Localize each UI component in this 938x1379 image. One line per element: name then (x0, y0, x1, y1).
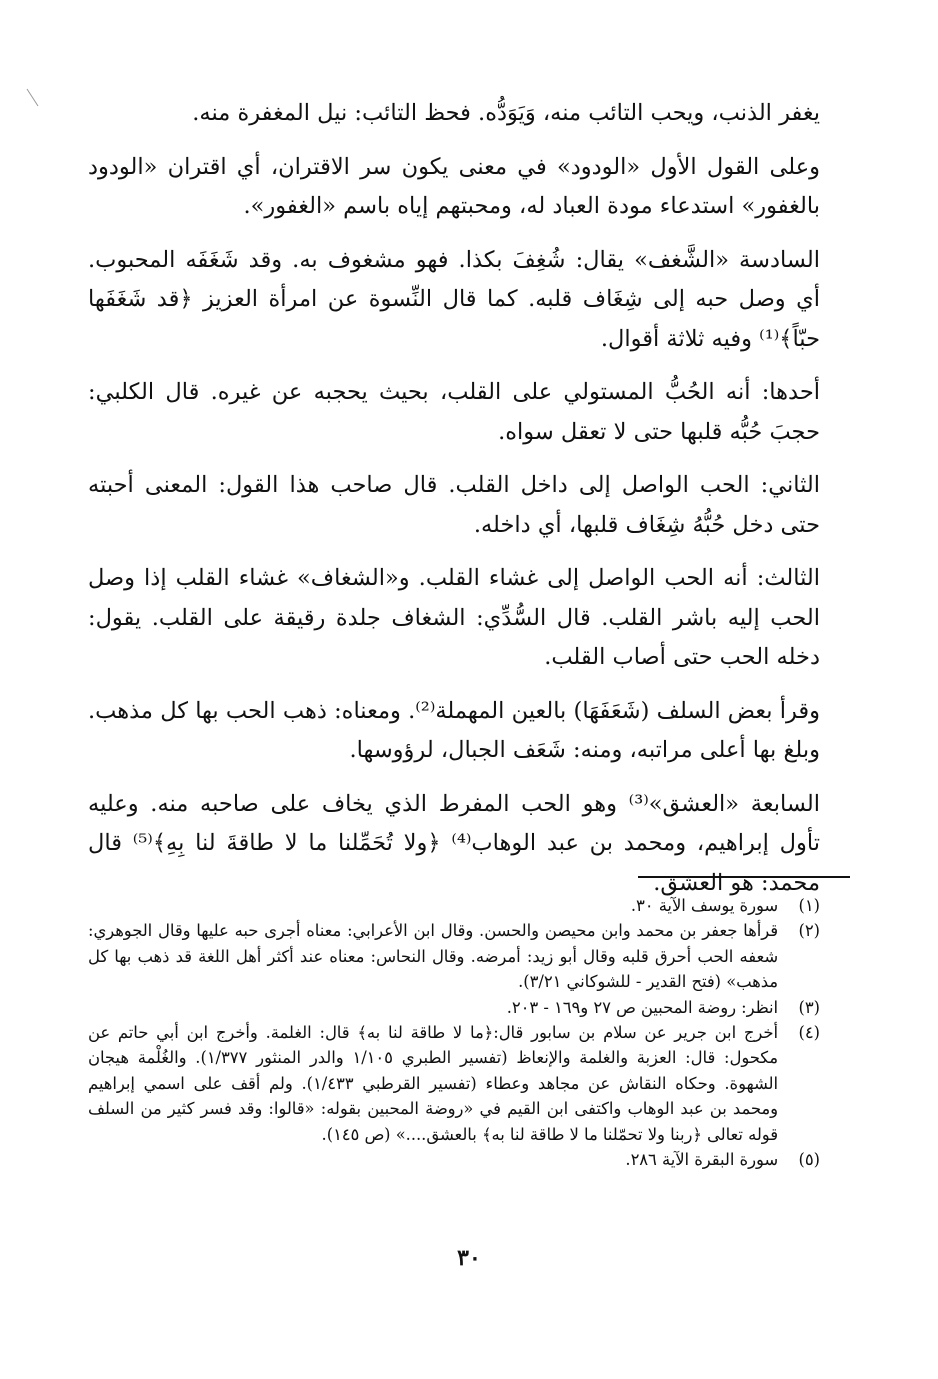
footnote-number: (٥) (798, 1150, 820, 1170)
footnote-number: (١) (798, 896, 820, 915)
footnote-text: سورة يوسف الآية ٣٠. (630, 896, 778, 915)
footnote-number: (٢) (798, 921, 820, 941)
footnote-text: سورة البقرة الآية ٢٨٦. (625, 1150, 778, 1170)
paragraph: يغفر الذنب، ويحب التائب منه، وَيَوَدُّه. فحظ التائب: نيل المغفرة منه. (192, 100, 820, 126)
footnote-text: أخرج ابن جرير عن سلام بن سابور قال:﴿ما لا طاقة لنا به﴾ قال: الغلمة. وأخرج ابن أبي حاتم عن مكحول: قال: العزبة والغلمة والإنعاظ (تفسير الطبري ١/١٠٥ والدر المنثور ١/٣٧٧). والغُلْمة هيجان الشهوة. وحكاه النقاش عن مجاهد وعطاء (تفسير القرطبي ١/٤٣٣). ولم أقف على اسمي إبراهيم ومحمد بن عبد الوهاب واكتفى ابن القيم في «روضة المحبين بقوله: «قالوا: وقد فسر كثير من السلف قوله تعالى ﴿ربنا ولا تحمّلنا ما لا طاقة لنا به﴾ بالعشق....» (ص ١٤٥). (88, 1023, 778, 1144)
paragraph: السابعة «العشق»⁽³⁾ وهو الحب المفرط الذي يخاف على صاحبه منه. وعليه تأول إبراهيم، ومحمد بن عبد الوهاب⁽⁴⁾ ﴿ولا تُحَمِّلنا ما لا طاقةَ لنا بِهِ﴾⁽⁵⁾ قال محمد: هو العشق. (88, 790, 821, 896)
corner-margin-mark (26, 88, 40, 108)
footnote-text: انظر: روضة المحبين ص ٢٧ و١٦٩ - ٢٠٣. (506, 997, 778, 1017)
paragraph: أحدها: أنه الحُبُّ المستولي على القلب، بحيث يحجبه عن غيره. قال الكلبي: حجبَ حُبُّه قلبها حتى لا تعقل سواه. (88, 379, 820, 445)
paragraph: الثاني: الحب الواصل إلى داخل القلب. قال صاحب هذا القول: المعنى أحبته حتى دخل حُبُّهُ شِغَاف قلبها، أي داخله. (88, 472, 820, 538)
main-text (88, 94, 820, 917)
footnote (88, 995, 820, 1020)
paragraph: وقرأ بعض السلف (شَعَفَهَا) بالعين المهملة⁽²⁾. ومعناه: ذهب الحب بها كل مذهب. وبلغ بها أعلى مراتبه، ومنه: شَعَف الجبال، لرؤوسها. (88, 697, 821, 763)
paragraph: وعلى القول الأول «الودود» في معنى يكون سر الاقتران، أي اقتران «الودود بالغفور» استدعاء مودة العباد له، ومحبتهم إياه باسم «الغفور». (88, 153, 820, 219)
paragraph: الثالث: أنه الحب الواصل إلى غشاء القلب. و«الشغاف» غشاء القلب إذا وصل الحب إليه باشر القلب. قال السُّدِّي: الشغاف جلدة رقيقة على القلب. يقول: دخله الحب حتى أصاب القلب. (88, 565, 820, 670)
footnote (88, 1020, 820, 1147)
footnote (88, 918, 820, 994)
footnote (88, 893, 820, 918)
footnotes (88, 893, 820, 1172)
footnote-text: قرأها جعفر بن محمد وابن محيصن والحسن. وقال ابن الأعرابي: معناه أجرى حبه عليها وقال الجوهري: شعفه الحب أحرق قلبه وقال أبو زيد: أمرضه. وقال النحاس: معناه عند أكثر أهل اللغة قد ذهب بها كل مذهب» (فتح القدير - للشوكاني ٣/٢١). (88, 921, 778, 992)
page-number: ٣٠ (457, 1245, 481, 1271)
footnote-number: (٣) (798, 997, 820, 1017)
footnote (88, 1147, 820, 1172)
paragraph: السادسة «الشَّغف» يقال: شُغِفَ بكذا. فهو مشغوف به. وقد شَغَفَه المحبوب. أي وصل حبه إلى شِغَاف قلبه. كما قال النِّسوة عن امرأة العزيز ﴿قد شَغَفَها حبّاً﴾⁽¹⁾ وفيه ثلاثة أقوال. (88, 246, 820, 352)
footnote-number: (٤) (798, 1023, 820, 1043)
footnote-separator (638, 876, 850, 878)
